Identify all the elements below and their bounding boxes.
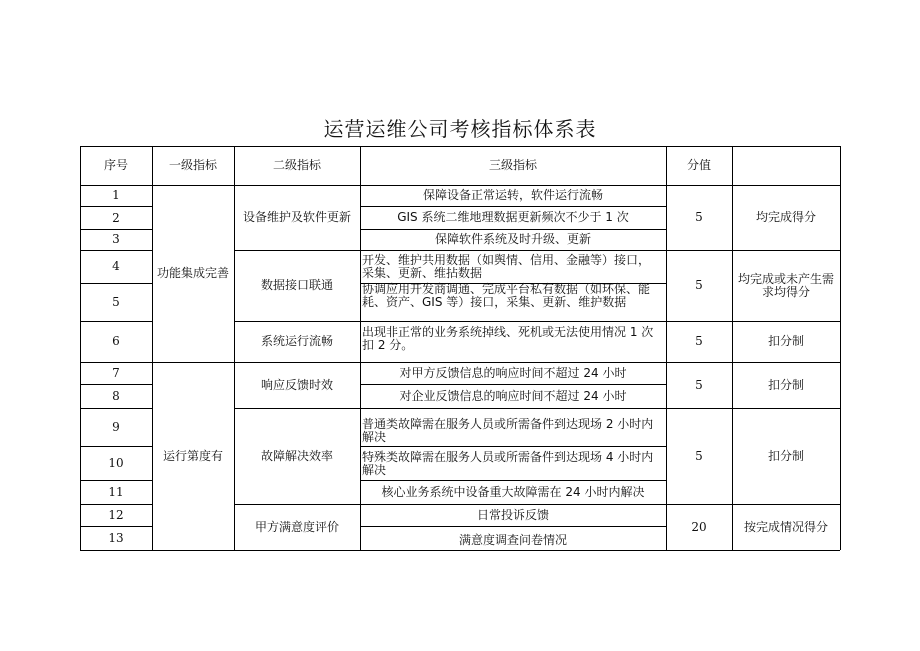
table-line: [360, 526, 666, 527]
level2-indicator: 甲方满意度评价: [254, 519, 339, 534]
table-line: [360, 321, 666, 322]
row-number: 2: [112, 211, 120, 225]
header-level1: 一级指标: [168, 158, 217, 172]
row-number: 10: [108, 455, 124, 470]
row-number: 13: [108, 530, 124, 545]
row-number: 8: [112, 388, 120, 403]
table-line: [360, 446, 666, 447]
page-title: 运营运维公司考核指标体系表: [323, 117, 597, 141]
scoring-rule: 均完成或未产生需求均得分: [737, 271, 834, 299]
row-number: 5: [112, 294, 120, 309]
row-number: 11: [108, 484, 124, 499]
table-line: [80, 206, 152, 207]
table-line: [360, 408, 666, 409]
header-score: 分值: [686, 158, 711, 172]
score-value: 20: [691, 519, 707, 534]
level3-indicator: 核心业务系统中设备重大故障需在 24 小时内解决: [381, 484, 645, 499]
level2-indicator: 故障解决效率: [260, 448, 333, 463]
level3-indicator: 保障软件系统及时升级、更新: [434, 232, 591, 246]
level3-indicator: 开发、维护共用数据（如舆情、信用、金融等）接口，采集、更新、维拈数据: [362, 253, 651, 280]
header-seq: 序号: [103, 158, 128, 172]
table-line: [840, 146, 841, 550]
row-number: 9: [112, 419, 120, 434]
level2-indicator: 数据接口联通: [260, 278, 333, 292]
score-value: 5: [695, 334, 703, 348]
level3-indicator: 保障设备正常运转，软件运行流畅: [422, 188, 603, 202]
level3-indicator: GIS 系统二维地理数据更新频次不少于 1 次: [397, 210, 629, 224]
scoring-rule: 扣分制: [767, 448, 804, 463]
level1-indicator: 功能集成完善: [156, 266, 229, 280]
level3-indicator: 协调应用开发商调通、完成平台私有数据（如环保、能耗、资产、GIS 等）接口，采集、更新、维护数据: [362, 282, 651, 309]
header-remark: [732, 146, 840, 185]
level3-indicator: 对企业反馈信息的响应时间不超过 24 小时: [399, 388, 627, 403]
row-number: 6: [112, 334, 120, 348]
row-number: 12: [108, 507, 124, 522]
header-level3: 三级指标: [488, 158, 537, 172]
row-number: 3: [112, 232, 120, 246]
table-line: [80, 550, 840, 551]
level3-indicator: 特殊类故障需在服务人员或所需备件到达现场 4 小时内解决: [362, 450, 654, 477]
level3-indicator: 满意度调查问卷情况: [458, 532, 567, 547]
scoring-rule: 按完成情况得分: [743, 519, 828, 534]
table-line: [360, 146, 361, 550]
level3-indicator: 出现非正常的业务系统掉线、死机或无法使用情况 1 次扣 2 分。: [362, 325, 654, 352]
level1-indicator: 运行第度有: [162, 448, 223, 463]
row-number: 7: [112, 365, 120, 380]
row-number: 4: [112, 259, 120, 273]
level2-indicator: 系统运行流畅: [260, 334, 333, 348]
level3-indicator: 普通类故障需在服务人员或所需备件到达现场 2 小时内解决: [362, 417, 654, 444]
table-line: [360, 250, 666, 251]
header-level2: 二级指标: [272, 158, 321, 172]
level3-indicator: 日常投诉反馈: [476, 507, 549, 522]
level3-indicator: 对甲方反馈信息的响应时间不超过 24 小时: [399, 365, 627, 380]
score-value: 5: [695, 377, 703, 392]
score-value: 5: [695, 278, 703, 292]
level2-indicator: 响应反馈时效: [260, 377, 333, 392]
level2-indicator: 设备维护及软件更新: [242, 210, 351, 224]
score-value: 5: [695, 210, 703, 224]
scoring-rule: 扣分制: [767, 377, 804, 392]
scoring-rule: 均完成得分: [755, 210, 816, 224]
score-value: 5: [695, 448, 703, 463]
row-number: 1: [112, 188, 120, 202]
scoring-rule: 扣分制: [767, 334, 804, 348]
